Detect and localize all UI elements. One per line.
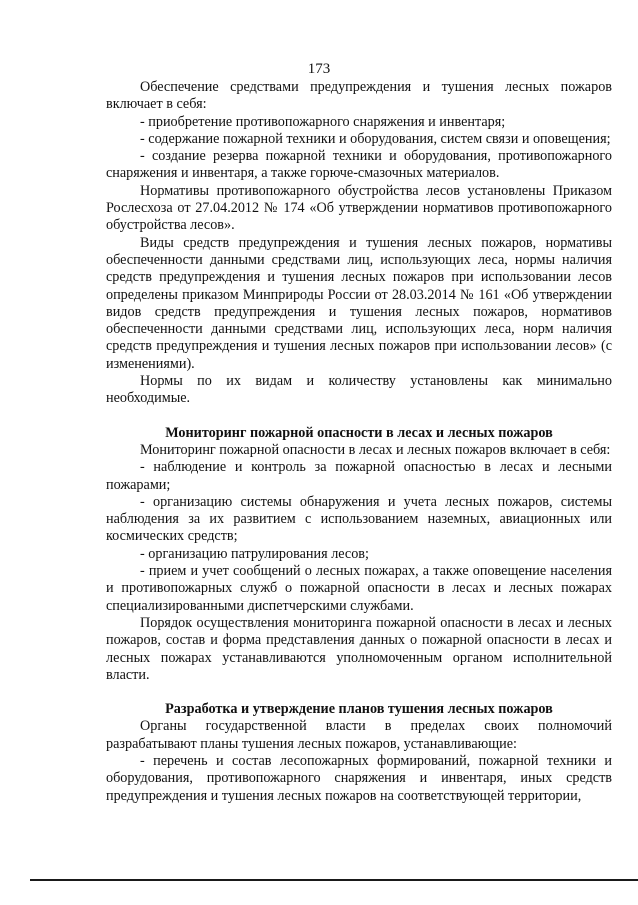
list-item: - прием и учет сообщений о лесных пожарах, а также оповещение населения и противопожарных служб о пожарной опасности в лесах и лесных пожарах специализированными диспетчерскими службами.	[106, 563, 612, 614]
paragraph: Нормы по их видам и количеству установлены как минимально необходимые.	[106, 373, 612, 407]
page-number: 173	[307, 61, 331, 77]
paragraph: Органы государственной власти в пределах своих полномочий разрабатывают планы тушения лесных пожаров, устанавливающие:	[106, 718, 612, 752]
section-heading: Мониторинг пожарной опасности в лесах и лесных пожаров	[165, 424, 553, 441]
paragraph: Мониторинг пожарной опасности в лесах и лесных пожаров включает в себя:	[140, 441, 611, 458]
paragraph: Виды средств предупреждения и тушения лесных пожаров, нормативы обеспеченности данными средствами лиц, использующих леса, нормы наличия средств предупреждения и тушения лесных пожаров при использовании лесов определены приказом Минприроды России от 28.03.2014 № 161 «Об утверждении видов средств предупреждения и тушения лесных пожаров, нормативов обеспеченности данными средствами лиц, использующих леса, норм наличия средств предупреждения и тушения лесных пожаров при использовании лесов» (с изменениями).	[106, 234, 612, 372]
paragraph: Порядок осуществления мониторинга пожарной опасности в лесах и лесных пожаров, состав и форма представления данных о пожарной опасности в лесах и лесных пожарах устанавливаются уполномоченным органом исполнительной власти.	[106, 614, 612, 683]
paragraph: Обеспечение средствами предупреждения и тушения лесных пожаров включает в себя:	[106, 79, 612, 113]
list-item: - организацию патрулирования лесов;	[140, 545, 369, 562]
list-item: - организацию системы обнаружения и учета лесных пожаров, системы наблюдения за их развитием с использованием наземных, авиационных или космических средств;	[106, 493, 612, 545]
bottom-divider	[30, 879, 638, 881]
list-item: - содержание пожарной техники и оборудования, систем связи и оповещения;	[140, 130, 611, 147]
paragraph: Нормативы противопожарного обустройства лесов установлены Приказом Рослесхоза от 27.04.2012 № 174 «Об утверждении нормативов противопожарного обустройства лесов».	[106, 182, 612, 234]
list-item: - приобретение противопожарного снаряжения и инвентаря;	[140, 113, 506, 130]
list-item: - наблюдение и контроль за пожарной опасностью в лесах и лесными пожарами;	[106, 459, 612, 493]
page-body	[106, 79, 612, 805]
list-item: - перечень и состав лесопожарных формирований, пожарной техники и оборудования, противопожарного снаряжения и инвентаря, иных средств предупреждения и тушения лесных пожаров на соответствующей территории,	[106, 752, 612, 804]
list-item: - создание резерва пожарной техники и оборудования, противопожарного снаряжения и инвентаря, а также горюче-смазочных материалов.	[106, 148, 612, 182]
section-heading: Разработка и утверждение планов тушения лесных пожаров	[165, 701, 553, 718]
